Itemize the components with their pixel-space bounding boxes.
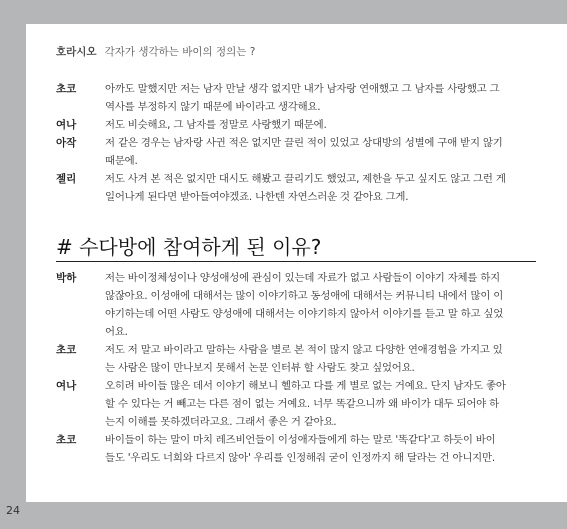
book-page [26,24,567,502]
dialogue-entry [26,431,567,467]
speaker-name: 박하 [56,272,77,284]
dialogue-line: 바이들이 하는 말이 마치 레즈비언들이 이성애자들에게 하는 말로 '똑같다'고 하듯이 바이 [105,434,496,446]
dialogue-entry [26,341,567,377]
dialogue-block-1 [26,80,567,206]
title-underline [56,261,536,262]
speaker-name: 초코 [56,434,77,446]
dialogue-line: 들도 '우리도 너희와 다르지 않아' 우리를 인정해줘 굳이 인정까지 해 달라는 건 아니지만. [105,452,495,464]
dialogue-line: 역사를 부정하지 않기 때문에 바이라고 생각해요. [105,101,321,113]
speaker-name: 여나 [56,380,77,392]
dialogue-line: 저 같은 경우는 남자랑 사귄 적은 없지만 끌린 적이 있었고 상대방의 성별에 구애 받지 않기 [105,137,503,149]
dialogue-line: 않잖아요. 이성애에 대해서는 많이 이야기하고 동성애에 대해서는 커뮤니티 내에서 많이 이 [105,290,504,302]
dialogue-line: 저는 바이정체성이나 양성애성에 관심이 있는데 자료가 없고 사람들이 이야기 자체를 하지 [105,272,501,284]
dialogue-line: 오히려 바이들 많은 데서 이야기 해보니 헬하고 다를 게 별로 없는 거예요. 단지 남자도 좋아 [105,380,506,392]
dialogue-line: 저도 비슷해요, 그 남자를 정말로 사랑했기 때문에. [105,119,327,131]
dialogue-line: 는지 이해를 못하겠더라고요. 그래서 좋은 거 같아요. [105,416,337,428]
bottom-margin [0,502,567,529]
dialogue-entry [26,80,567,116]
page-number: 24 [6,504,20,517]
dialogue-entry [26,116,567,134]
dialogue-entry [26,377,567,431]
question-speaker: 호라시오 [56,46,97,58]
dialogue-block-2 [26,269,567,467]
dialogue-line: 할 수 있다는 거 빼고는 다른 점이 없는 거예요. 너무 똑같으니까 왜 바이가 대두 되어야 하 [105,398,499,410]
dialogue-text [105,341,533,377]
speaker-name: 초코 [56,83,77,95]
dialogue-entry [26,134,567,170]
dialogue-text [105,134,533,170]
section-title: # 수다방에 참여하게 된 이유? [56,235,322,259]
question-line [56,44,255,59]
dialogue-entry [26,170,567,206]
dialogue-text [105,116,533,134]
dialogue-line: 어요. [105,326,128,338]
dialogue-line: 저도 사겨 본 적은 없지만 대시도 해봤고 끌리기도 했었고, 제한을 두고 싶지도 않고 그런 게 [105,173,506,185]
speaker-name: 아작 [56,137,77,149]
dialogue-text [105,269,533,341]
speaker-name: 여나 [56,119,77,131]
speaker-name: 젤리 [56,173,77,185]
question-text: 각자가 생각하는 바이의 정의는 ? [104,46,256,58]
dialogue-line: 저도 저 말고 바이라고 말하는 사람을 별로 본 적이 많지 않고 다양한 연애경험을 가지고 있 [105,344,503,356]
dialogue-text [105,170,533,206]
dialogue-line: 아까도 말했지만 저는 남자 만날 생각 없지만 내가 남자랑 연애했고 그 남자를 사랑했고 그 [105,83,500,95]
dialogue-entry [26,269,567,341]
speaker-name: 초코 [56,344,77,356]
dialogue-text [105,80,533,116]
dialogue-line: 는 사람은 많이 만나보지 못해서 논문 인터뷰 할 사람도 찾고 싶었어요. [105,362,415,374]
dialogue-line: 야기하는데 어떤 사람도 양성애에 대해서는 이야기하지 않아서 이야기를 듣고 말 하고 싶었 [105,308,504,320]
dialogue-text [105,377,533,431]
dialogue-line: 일어나게 된다면 받아들여야겠죠. 나한텐 자연스러운 것 같아요 그게. [105,191,409,203]
dialogue-text [105,431,533,467]
dialogue-line: 때문에. [105,155,138,167]
